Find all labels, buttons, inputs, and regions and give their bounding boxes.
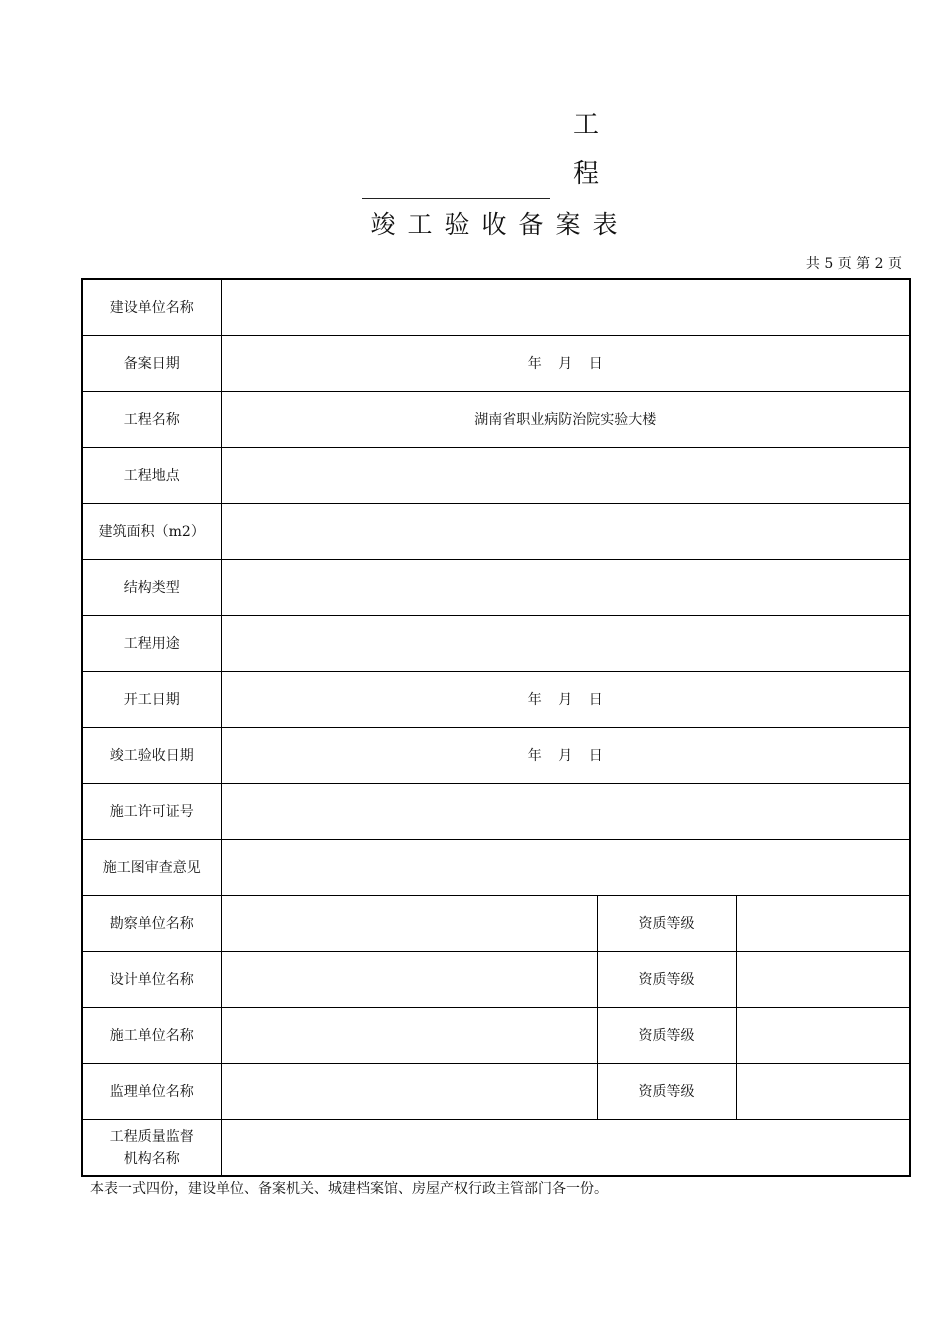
field-value: 湖南省职业病防治院实验大楼	[221, 392, 910, 448]
field-label: 结构类型	[82, 560, 221, 616]
field-value	[221, 784, 910, 840]
qualification-label: 资质等级	[597, 1008, 736, 1064]
qualification-value	[736, 896, 910, 952]
page-info: 共 5 页 第 2 页	[805, 256, 902, 272]
unit-name-value	[221, 896, 597, 952]
supervision-label-line1: 工程质量监督	[109, 1128, 194, 1145]
field-value: 年 月 日	[221, 728, 910, 784]
unit-name-value	[221, 952, 597, 1008]
footnote: 本表一式四份，建设单位、备案机关、城建档案馆、房屋产权行政主管部门各一份。	[90, 1181, 608, 1197]
qualification-label: 资质等级	[597, 1064, 736, 1120]
qualification-value	[736, 1008, 910, 1064]
table-row	[82, 560, 910, 616]
table-row	[82, 840, 910, 896]
field-value	[221, 279, 910, 336]
field-label: 建设单位名称	[82, 279, 221, 336]
field-value	[221, 560, 910, 616]
field-label: 施工单位名称	[82, 1008, 221, 1064]
table-row	[82, 896, 910, 952]
table-row	[82, 952, 910, 1008]
table-row	[82, 1064, 910, 1120]
table-row	[82, 448, 910, 504]
supervision-value	[221, 1120, 910, 1177]
field-label: 施工许可证号	[82, 784, 221, 840]
field-label: 竣工验收日期	[82, 728, 221, 784]
table-row	[82, 672, 910, 728]
table-row	[82, 392, 910, 448]
table-row	[82, 504, 910, 560]
field-label: 设计单位名称	[82, 952, 221, 1008]
qualification-label: 资质等级	[597, 896, 736, 952]
table-row	[82, 728, 910, 784]
qualification-value	[736, 952, 910, 1008]
document-title: 竣工验收备案表	[370, 210, 630, 239]
supervision-label-line2: 机构名称	[123, 1150, 180, 1167]
field-label: 备案日期	[82, 336, 221, 392]
table-row	[82, 336, 910, 392]
record-form-table	[81, 278, 911, 1177]
field-value	[221, 504, 910, 560]
table-row	[82, 784, 910, 840]
field-value	[221, 840, 910, 896]
supervision-label	[82, 1120, 221, 1177]
heading-char-2: 程	[572, 159, 599, 189]
table-row	[82, 616, 910, 672]
field-label: 建筑面积（m2）	[82, 504, 221, 560]
field-label: 勘察单位名称	[82, 896, 221, 952]
field-label: 监理单位名称	[82, 1064, 221, 1120]
field-label: 工程用途	[82, 616, 221, 672]
table-row	[82, 1120, 910, 1177]
field-value: 年 月 日	[221, 336, 910, 392]
qualification-value	[736, 1064, 910, 1120]
field-value: 年 月 日	[221, 672, 910, 728]
project-name-underline	[362, 198, 550, 199]
qualification-label: 资质等级	[597, 952, 736, 1008]
unit-name-value	[221, 1008, 597, 1064]
unit-name-value	[221, 1064, 597, 1120]
field-label: 工程地点	[82, 448, 221, 504]
field-value	[221, 616, 910, 672]
field-label: 开工日期	[82, 672, 221, 728]
field-value	[221, 448, 910, 504]
heading-char-1: 工	[572, 110, 599, 140]
table-row	[82, 279, 910, 336]
field-label: 工程名称	[82, 392, 221, 448]
field-label: 施工图审查意见	[82, 840, 221, 896]
table-row	[82, 1008, 910, 1064]
